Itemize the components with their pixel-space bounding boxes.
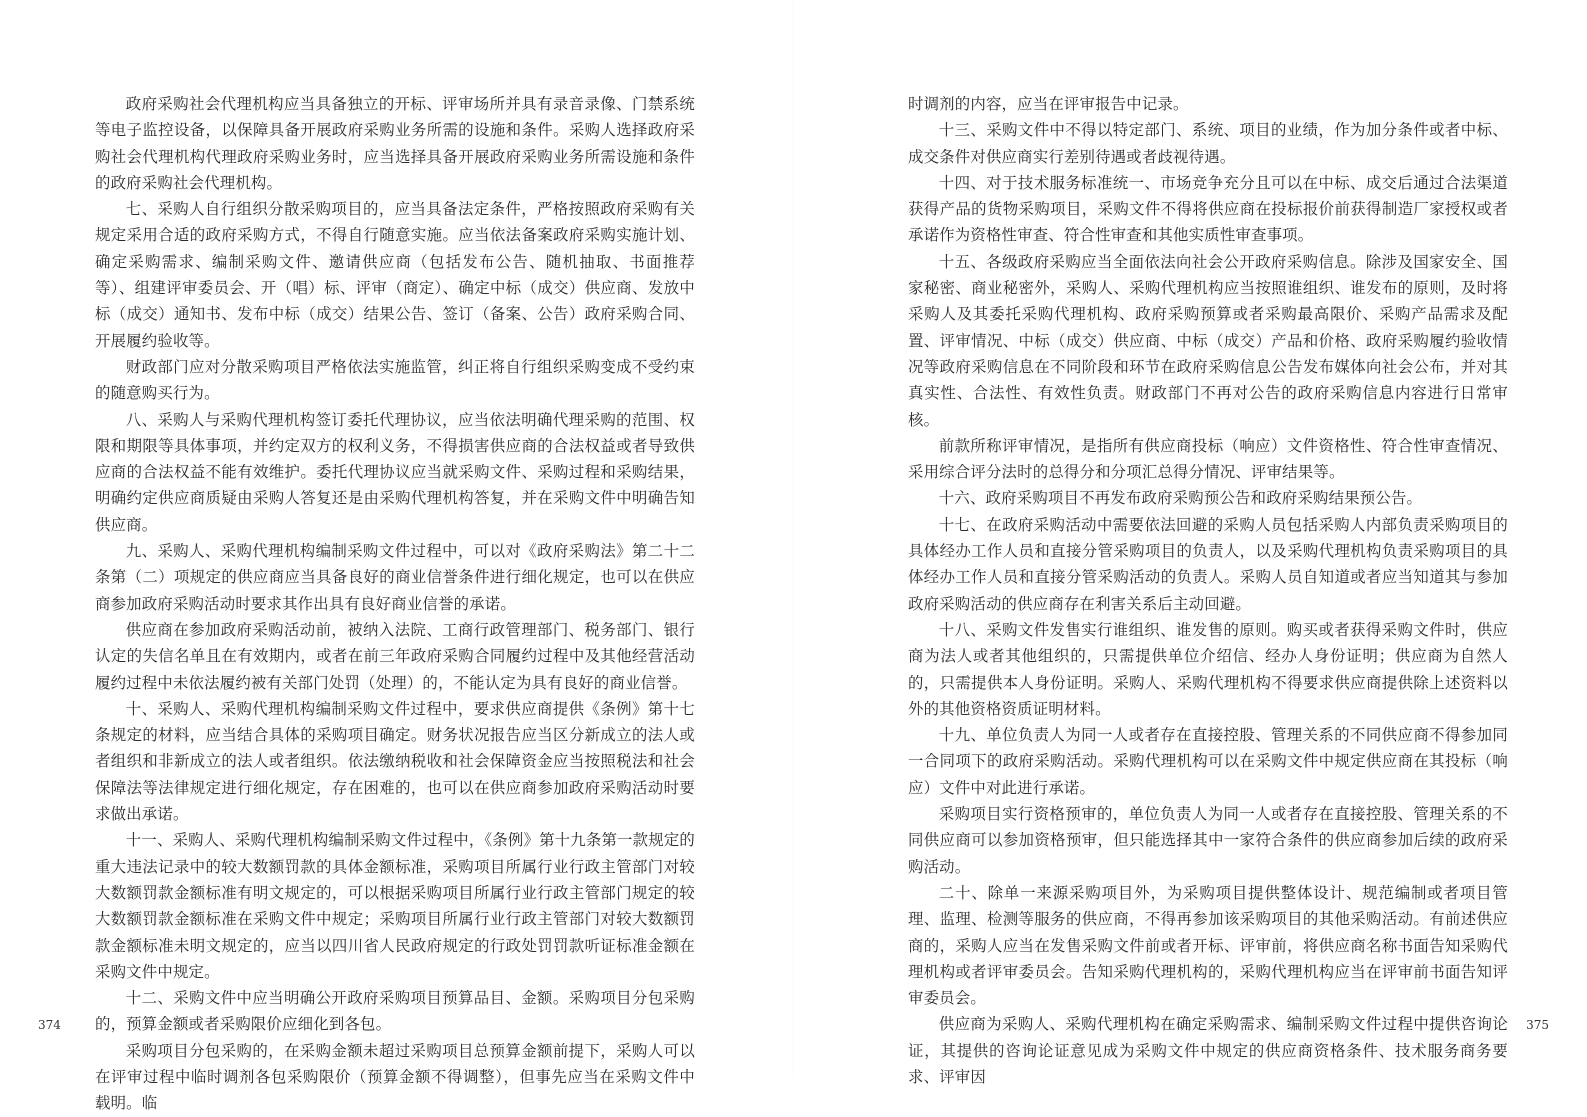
page-number: 375	[1526, 1018, 1549, 1032]
paragraph: 十八、采购文件发售实行谁组织、谁发售的原则。购买或者获得采购文件时，供应商为法人或者其他组织的，只需提供单位介绍信、经办人身份证明；供应商为自然人的，只需提供本人身份证明。采购人、采购代理机构不得要求供应商提供除上述资料以外的其他资格资质证明材料。	[908, 620, 1508, 718]
paragraph: 政府采购社会代理机构应当具备独立的开标、评审场所并具有录音录像、门禁系统等电子监控设备，以保障具备开展政府采购业务所需的设施和条件。采购人选择政府采购社会代理机构代理政府采购业务时，应当选择具备开展政府采购业务所需设施和条件的政府采购社会代理机构。	[95, 95, 695, 192]
paragraph: 十七、在政府采购活动中需要依法回避的采购人员包括采购人内部负责采购项目的具体经办工作人员和直接分管采购项目的负责人，以及采购代理机构负责采购项目的具体经办工作人员和直接分管采购活动的负责人。采购人员自知道或者应当知道其与参加政府采购活动的供应商存在利害关系后主动回避。	[908, 515, 1508, 613]
paragraph: 十四、对于技术服务标准统一、市场竞争充分且可以在中标、成交后通过合法渠道获得产品的货物采购项目，采购文件不得将供应商在投标报价前获得制造厂家授权或者承诺作为资格性审查、符合性审查和其他实质性审查事项。	[908, 173, 1508, 245]
paragraph: 七、采购人自行组织分散采购项目的，应当具备法定条件，严格按照政府采购有关规定采用合适的政府采购方式，不得自行随意实施。应当依法备案政府采购实施计划、确定采购需求、编制采购文件、邀请供应商（包括发布公告、随机抽取、书面推荐等）、组建评审委员会、开（唱）标、评审（商定）、确定中标（成交）供应商、发放中标（成交）通知书、发布中标（成交）结果公告、签订（备案、公告）政府采购合同、开展履约验收等。	[95, 200, 695, 350]
paragraph: 采购项目实行资格预审的，单位负责人为同一人或者存在直接控股、管理关系的不同供应商可以参加资格预审，但只能选择其中一家符合条件的供应商参加后续的政府采购活动。	[908, 805, 1508, 876]
paragraph: 九、采购人、采购代理机构编制采购文件过程中，可以对《政府采购法》第二十二条第（二）项规定的供应商应当具备良好的商业信誉条件进行细化规定，也可以在供应商参加政府采购活动时要求其作出具有良好商业信誉的承诺。	[95, 542, 695, 613]
paragraph: 八、采购人与采购代理机构签订委托代理协议，应当依法明确代理采购的范围、权限和期限等具体事项，并约定双方的权利义务，不得损害供应商的合法权益或者导致供应商的合法权益不能有效维护。委托代理协议应当就采购文件、采购过程和采购结果，明确约定供应商质疑由采购人答复还是由采购代理机构答复，并在采购文件中明确告知供应商。	[95, 410, 695, 534]
paragraph: 十二、采购文件中应当明确公开政府采购项目预算品目、金额。采购项目分包采购的，预算金额或者采购限价应细化到各包。	[95, 989, 695, 1034]
paragraph: 十九、单位负责人为同一人或者存在直接控股、管理关系的不同供应商不得参加同一合同项下的政府采购活动。采购代理机构可以在采购文件中规定供应商在其投标（响应）文件中对此进行承诺。	[908, 726, 1508, 797]
left-page-text	[95, 91, 695, 1117]
page-number: 374	[38, 1018, 61, 1032]
paragraph: 十、采购人、采购代理机构编制采购文件过程中，要求供应商提供《条例》第十七条规定的材料，应当结合具体的采购项目确定。财务状况报告应当区分新成立的法人或者组织和非新成立的法人或者组织。依法缴纳税收和社会保障资金应当按照税法和社会保障法等法律规定进行细化规定，存在困难的，也可以在供应商参加政府采购活动时要求做出承诺。	[95, 699, 695, 824]
right-page-text	[908, 91, 1508, 1090]
paragraph: 十三、采购文件中不得以特定部门、系统、项目的业绩，作为加分条件或者中标、成交条件对供应商实行差别待遇或者歧视待遇。	[908, 121, 1508, 166]
paragraph: 财政部门应对分散采购项目严格依法实施监管，纠正将自行组织采购变成不受约束的随意购买行为。	[95, 357, 695, 403]
paragraph: 十一、采购人、采购代理机构编制采购文件过程中，《条例》第十九条第一款规定的重大违法记录中的较大数额罚款的具体金额标准，采购项目所属行业行政主管部门对较大数额罚款金额标准有明文规定的，可以根据采购项目所属行业行政主管部门规定的较大数额罚款金额标准在采购文件中规定；采购项目所属行业行政主管部门对较大数额罚款金额标准未明文规定的，应当以四川省人民政府规定的行政处罚罚款听证标准金额在采购文件中规定。	[95, 831, 695, 981]
paragraph: 二十、除单一来源采购项目外，为采购项目提供整体设计、规范编制或者项目管理、监理、检测等服务的供应商，不得再参加该采购项目的其他采购活动。有前述供应商的，采购人应当在发售采购文件前或者开标、评审前，将供应商名称书面告知采购代理机构或者评审委员会。告知采购代理机构的，采购代理机构应当在评审前书面告知评审委员会。	[908, 883, 1508, 1008]
paragraph: 供应商为采购人、采购代理机构在确定采购需求、编制采购文件过程中提供咨询论证，其提供的咨询论证意见成为采购文件中规定的供应商资格条件、技术服务商务要求、评审因	[908, 1015, 1508, 1086]
paragraph: 采购项目分包采购的，在采购金额未超过采购项目总预算金额前提下，采购人可以在评审过程中临时调剂各包采购限价（预算金额不得调整），但事先应当在采购文件中载明。临	[95, 1041, 695, 1113]
paragraph: 十五、各级政府采购应当全面依法向社会公开政府采购信息。除涉及国家安全、国家秘密、商业秘密外，采购人、采购代理机构应当按照谁组织、谁发布的原则，及时将采购人及其委托采购代理机构、政府采购预算或者采购最高限价、采购产品需求及配置、评审情况、中标（成交）供应商、中标（成交）产品和价格、政府采购履约验收情况等政府采购信息在不同阶段和环节在政府采购信息公告发布媒体向社会公布，并对其真实性、合法性、有效性负责。财政部门不再对公告的政府采购信息内容进行日常审核。	[908, 252, 1508, 429]
paragraph-continuation: 时调剂的内容，应当在评审报告中记录。	[908, 95, 1189, 113]
paragraph: 十六、政府采购项目不再发布政府采购预公告和政府采购结果预公告。	[938, 489, 1423, 508]
right-page	[794, 0, 1587, 1086]
paragraph: 供应商在参加政府采购活动前，被纳入法院、工商行政管理部门、税务部门、银行认定的失信名单且在有效期内，或者在前三年政府采购合同履约过程中及其他经营活动履约过程中未依法履约被有关部门处罚（处理）的，不能认定为具有良好的商业信誉。	[95, 620, 695, 692]
paragraph: 前款所称评审情况，是指所有供应商投标（响应）文件资格性、符合性审查情况、采用综合评分法时的总得分和分项汇总得分情况、评审结果等。	[908, 436, 1508, 482]
left-page	[0, 0, 793, 1113]
